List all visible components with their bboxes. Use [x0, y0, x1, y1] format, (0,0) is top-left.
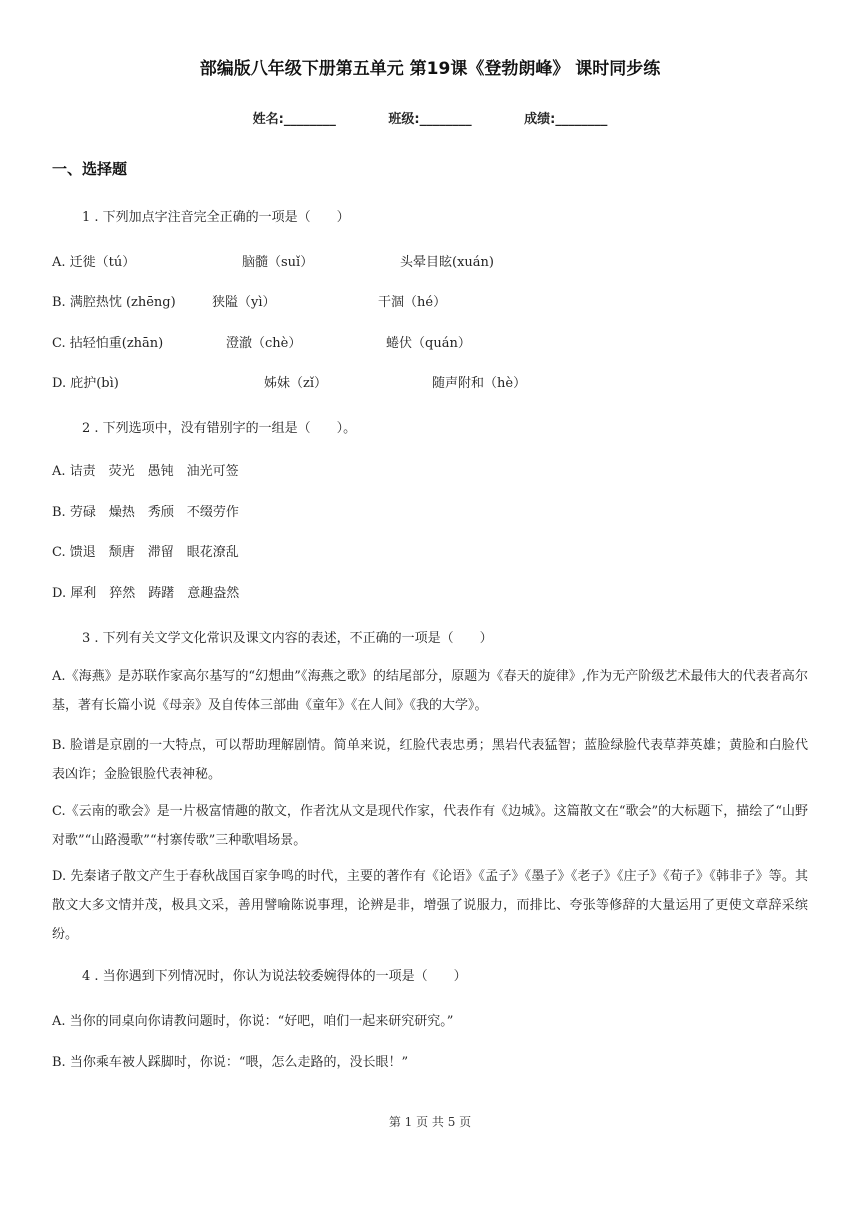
question-3-option-c: C.《云南的歌会》是一片极富情趣的散文，作者沈从文是现代作家，代表作有《边城》。这篇散文在“歌会”的大标题下，描绘了“山野对歌”“山路漫歌”“村寨传歌”三种歌唱场景。	[52, 804, 808, 848]
question-2-option-b: B. 劳碌 燥热 秀颀 不缀劳作	[52, 505, 239, 520]
option-b-item-2: 狭隘（yì）	[212, 295, 276, 310]
option-c-item-3: 蜷伏（quán）	[386, 336, 471, 351]
question-4-option-a: A. 当你的同桌向你请教问题时，你说：“好吧，咱们一起来研究研究。”	[52, 1014, 454, 1029]
question-3-option-d: D. 先秦诸子散文产生于春秋战国百家争鸣的时代，主要的著作有《论语》《孟子》《墨子》《老子》《庄子》《荀子》《韩非子》等。其散文大多文情并茂，极具文采，善用譬喻陈说事理，论辨是非，增强了说服力，而排比、夸张等修辞的大量运用了更使文章辞采缤纷。	[52, 869, 808, 942]
question-2-option-d: D. 犀利 猝然 踌躇 意趣盎然	[52, 586, 240, 601]
option-b-item-1: B. 满腔热忱 (zhēng)	[52, 295, 176, 310]
student-info-row	[0, 108, 860, 127]
question-3-stem: 3 . 下列有关文学文化常识及课文内容的表述，不正确的一项是（ ）	[82, 631, 493, 646]
question-3-option-b: B. 脸谱是京剧的一大特点，可以帮助理解剧情。简单来说，红脸代表忠勇；黑岩代表猛智；蓝脸绿脸代表草莽英雄；黄脸和白脸代表凶诈；金脸银脸代表神秘。	[52, 738, 808, 782]
question-4-stem: 4 . 当你遇到下列情况时，你认为说法较委婉得体的一项是（ ）	[82, 969, 467, 984]
option-c-item-1: C. 拈轻怕重(zhān)	[52, 336, 164, 351]
question-4-option-b: B. 当你乘车被人踩脚时，你说：“喂，怎么走路的，没长眼！”	[52, 1055, 409, 1070]
name-field[interactable]: 姓名:________	[252, 112, 336, 127]
question-2-option-a: A. 诘责 荧光 愚钝 油光可签	[52, 464, 239, 479]
option-a-item-1: A. 迁徙（tú）	[52, 255, 136, 270]
option-a-item-3: 头晕目眩(xuán)	[400, 255, 494, 270]
option-a-item-2: 脑髓（suǐ）	[242, 255, 314, 270]
page-footer: 第 1 页 共 5 页	[388, 1115, 472, 1129]
score-field[interactable]: 成绩:________	[524, 112, 608, 127]
question-2-option-c: C. 馈退 颓唐 滞留 眼花潦乱	[52, 545, 239, 560]
question-1-stem: 1 . 下列加点字注音完全正确的一项是（ ）	[82, 210, 350, 225]
option-b-item-3: 干涸（hé）	[378, 295, 447, 310]
question-3-option-a: A.《海燕》是苏联作家高尔基写的“幻想曲”《海燕之歌》的结尾部分，原题为《春天的旋律》,作为无产阶级艺术最伟大的代表者高尔基，著有长篇小说《母亲》及自传体三部曲《童年》《在人间》《我的大学》。	[52, 669, 808, 713]
option-d-item-1: D. 庇护(bì)	[52, 376, 119, 391]
question-2-stem: 2 . 下列选项中，没有错别字的一组是（ ）。	[82, 421, 357, 436]
option-d-item-2: 姊妹（zǐ）	[264, 376, 328, 391]
section-heading: 一、选择题	[52, 160, 128, 178]
option-d-item-3: 随声附和（hè）	[432, 376, 527, 391]
page-title: 部编版八年级下册第五单元 第19课《登勃朗峰》 课时同步练	[199, 59, 661, 79]
option-c-item-2: 澄澈（chè）	[226, 336, 302, 351]
class-field[interactable]: 班级:________	[388, 112, 472, 127]
